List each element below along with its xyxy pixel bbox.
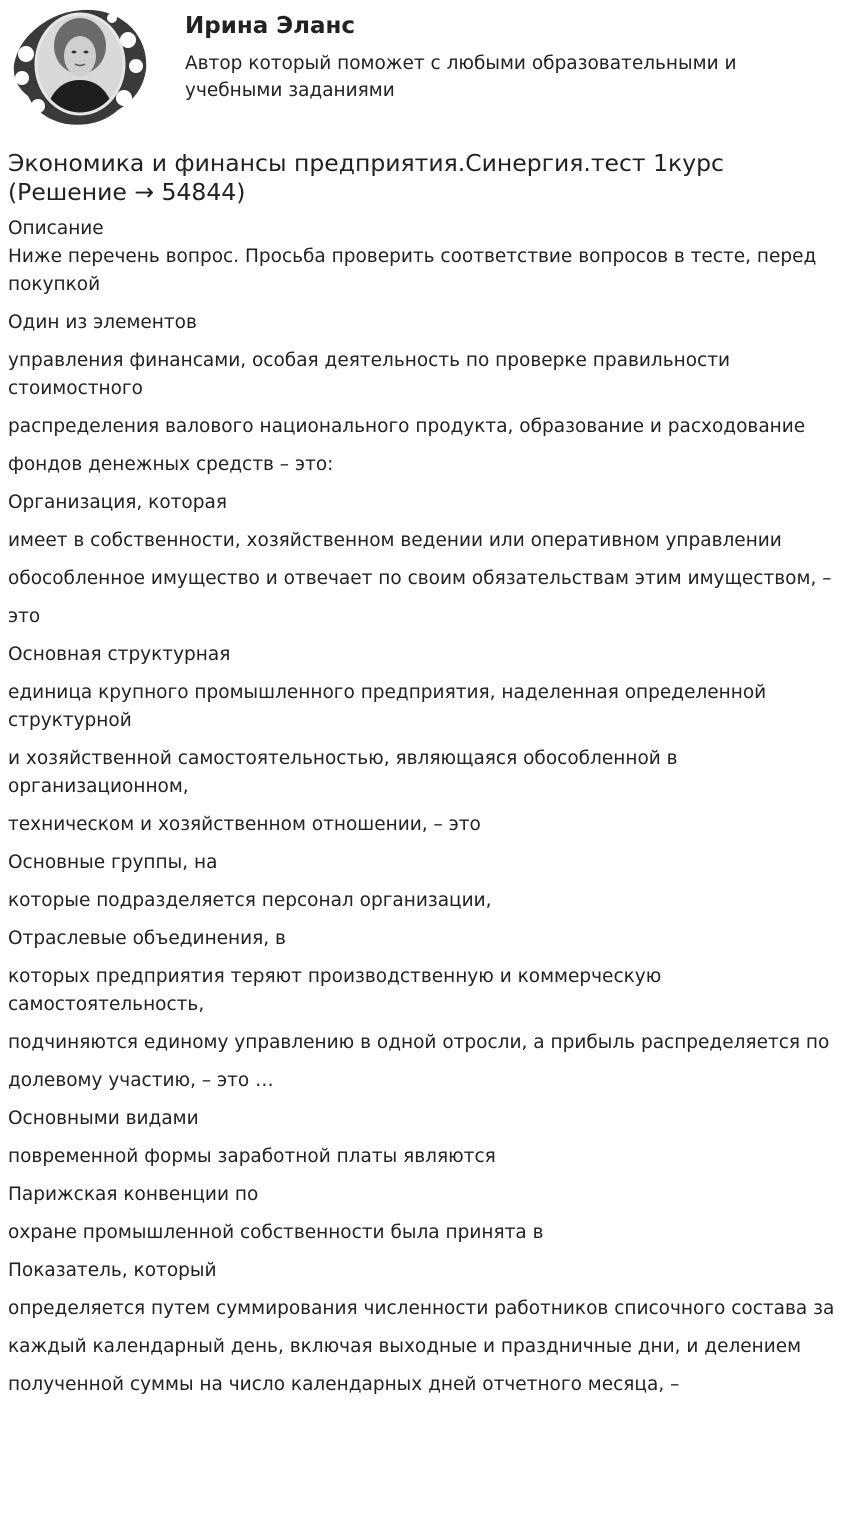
question-line: техническом и хозяйственном отношении, – это bbox=[8, 814, 481, 835]
question-line: Основными видами bbox=[8, 1108, 199, 1129]
question-line: каждый календарный день, включая выходные и праздничные дни, и делением bbox=[8, 1336, 802, 1357]
question-line: Один из элементов bbox=[8, 312, 197, 333]
question-line: охране промышленной собственности была принята в bbox=[8, 1222, 544, 1243]
question-line: это bbox=[8, 606, 41, 627]
question-line: долевому участию, – это … bbox=[8, 1070, 274, 1091]
document-content bbox=[8, 215, 842, 1409]
question-line: единица крупного промышленного предприятия, наделенная определенной структурной bbox=[8, 682, 767, 731]
question-line: Отраслевые объединения, в bbox=[8, 928, 286, 949]
question-line: определяется путем суммирования численности работников списочного состава за bbox=[8, 1298, 835, 1319]
question-line: Организация, которая bbox=[8, 492, 227, 513]
question-line: фондов денежных средств – это: bbox=[8, 454, 334, 475]
author-card bbox=[0, 0, 847, 140]
question-line: которых предприятия теряют производственную и коммерческую самостоятельность, bbox=[8, 966, 662, 1015]
question-line: Основные группы, на bbox=[8, 852, 218, 873]
question-line: распределения валового национального продукта, образование и расходование bbox=[8, 416, 806, 437]
section-label: Описание bbox=[8, 218, 104, 239]
author-avatar bbox=[8, 6, 150, 128]
question-line: подчиняются единому управлению в одной отросли, а прибыль распределяется по bbox=[8, 1032, 830, 1053]
question-line: имеет в собственности, хозяйственном ведении или оперативном управлении bbox=[8, 530, 782, 551]
question-line: управления финансами, особая деятельность по проверке правильности стоимостного bbox=[8, 350, 731, 399]
intro-text: Ниже перечень вопрос. Просьба проверить соответствие вопросов в тесте, перед покупкой bbox=[8, 246, 817, 295]
question-line: Парижская конвенции по bbox=[8, 1184, 259, 1205]
question-line: и хозяйственной самостоятельностью, являющаяся обособленной в организационном, bbox=[8, 748, 678, 797]
question-line: которые подразделяется персонал организации, bbox=[8, 890, 492, 911]
question-line: полученной суммы на число календарных дней отчетного месяца, – bbox=[8, 1374, 680, 1395]
question-list bbox=[8, 309, 842, 1399]
author-description: Автор который поможет с любыми образовательными и учебными заданиями bbox=[185, 53, 737, 101]
question-line: Показатель, который bbox=[8, 1260, 217, 1281]
question-line: повременной формы заработной платы являются bbox=[8, 1146, 496, 1167]
author-name[interactable]: Ирина Эланс bbox=[185, 13, 356, 39]
question-line: Основная структурная bbox=[8, 644, 231, 665]
question-line: обособленное имущество и отвечает по своим обязательствам этим имуществом, – bbox=[8, 568, 832, 589]
document-title: Экономика и финансы предприятия.Синергия.тест 1курс (Решение → 54844) bbox=[8, 149, 724, 206]
